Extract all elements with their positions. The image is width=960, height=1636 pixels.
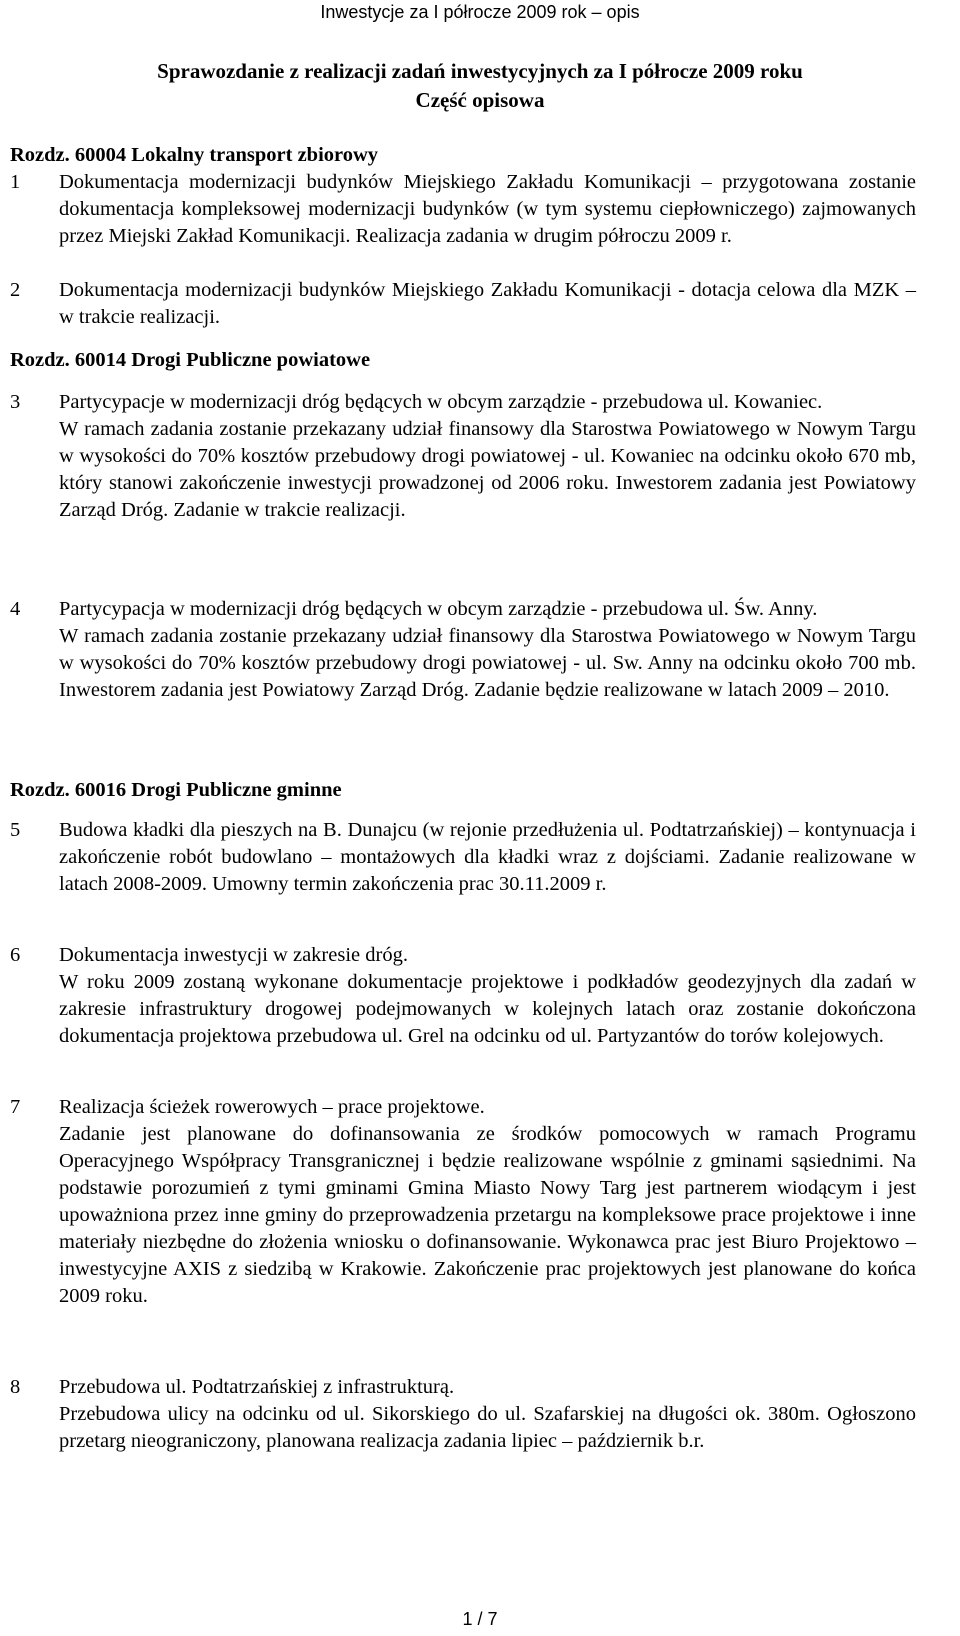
item-title: Partycypacje w modernizacji dróg będących w obcym zarządzie - przebudowa ul. Kowaniec. [59, 391, 823, 413]
section-heading-60004: Rozdz. 60004 Lokalny transport zbiorowy [10, 144, 379, 166]
item-number: 4 [10, 598, 21, 620]
item-number: 5 [10, 819, 21, 841]
list-item [10, 169, 916, 250]
item-text: Budowa kładki dla pieszych na B. Dunajcu (w rejonie przedłużenia ul. Podtatrzańskiej) – kontynuacja i zakończenie robót budowlano – montażowych dla kładki wraz z dojściami. Zadanie realizowane w latach 2008-2009. Umowny termin zakończenia prac 30.11.2009 r. [59, 819, 916, 895]
item-text: Zadanie jest planowane do dofinansowania ze środków pomocowych w ramach Programu Operacyjnego Współpracy Transgranicznej i będzie realizowane wspólnie z gminami sąsiednimi. Na podstawie porozumień z tymi gminami Gmina Miasto Nowy Targ jest partnerem wiodącym i jest upoważniona przez inne gminy do przeprowadzenia przetargu na kompleksowe prace projektowe i inne materiały niezbędne do złożenia wniosku o dofinansowanie. Wykonawca prac jest Biuro Projektowo – inwestycyjne AXIS z siedzibą w Krakowie. Zakończenie prac projektowych jest planowane do końca 2009 roku. [59, 1123, 916, 1307]
item-text: Dokumentacja modernizacji budynków Miejskiego Zakładu Komunikacji - dotacja celowa dla MZK – w trakcie realizacji. [59, 279, 916, 328]
item-text: W roku 2009 zostaną wykonane dokumentacje projektowe i podkładów geodezyjnych dla zadań w zakresie infrastruktury drogowej podejmowanych w kolejnych latach oraz zostanie dokończona dokumentacja projektowa przebudowa ul. Grel na odcinku od ul. Partyzantów do torów kolejowych. [59, 971, 916, 1047]
item-number: 7 [10, 1096, 21, 1118]
item-title: Dokumentacja inwestycji w zakresie dróg. [59, 944, 408, 966]
item-number: 3 [10, 391, 21, 413]
item-text: W ramach zadania zostanie przekazany udział finansowy dla Starostwa Powiatowego w Nowym Targu w wysokości do 70% kosztów przebudowy drogi powiatowej - ul. Sw. Anny na odcinku około 700 mb. Inwestorem zadania jest Powiatowy Zarząd Dróg. Zadanie będzie realizowane w latach 2009 – 2010. [59, 625, 916, 701]
page-number: 1 / 7 [462, 1609, 498, 1629]
item-text: Przebudowa ulicy na odcinku od ul. Sikorskiego do ul. Szafarskiej na długości ok. 380m. Ogłoszono przetarg nieograniczony, planowana realizacja zadania lipiec – październik b.r. [59, 1403, 916, 1452]
item-number: 6 [10, 944, 21, 966]
item-text: W ramach zadania zostanie przekazany udział finansowy dla Starostwa Powiatowego w Nowym Targu w wysokości do 70% kosztów przebudowy drogi powiatowej - ul. Kowaniec na odcinku około 670 mb, który stanowi zakończenie inwestycji prowadzonej od 2006 roku. Inwestorem zadania jest Powiatowy Zarząd Dróg. Zadanie w trakcie realizacji. [59, 418, 916, 521]
document-subtitle: Część opisowa [415, 88, 545, 112]
list-item [10, 277, 916, 331]
item-text: Dokumentacja modernizacji budynków Miejskiego Zakładu Komunikacji – przygotowana zostanie dokumentacja kompleksowej modernizacji budynków (w tym systemu ciepłowniczego) zajmowanych przez Miejski Zakład Komunikacji. Realizacja zadania w drugim półroczu 2009 r. [59, 171, 916, 247]
section-heading-60014: Rozdz. 60014 Drogi Publiczne powiatowe [10, 349, 371, 371]
page-header: Inwestycje za I półrocze 2009 rok – opis [320, 2, 640, 22]
list-item [10, 817, 916, 898]
item-title: Realizacja ścieżek rowerowych – prace projektowe. [59, 1096, 485, 1118]
document-title: Sprawozdanie z realizacji zadań inwestycyjnych za I półrocze 2009 roku [157, 59, 803, 83]
item-number: 1 [10, 171, 21, 193]
section-heading-60016: Rozdz. 60016 Drogi Publiczne gminne [10, 779, 342, 801]
item-title: Partycypacja w modernizacji dróg będących w obcym zarządzie - przebudowa ul. Św. Anny. [59, 598, 818, 620]
item-number: 2 [10, 279, 21, 301]
list-item [10, 1094, 916, 1310]
list-item [10, 596, 916, 704]
list-item [10, 389, 916, 524]
list-item [10, 1374, 916, 1455]
list-item [10, 942, 916, 1050]
item-number: 8 [10, 1376, 21, 1398]
item-title: Przebudowa ul. Podtatrzańskiej z infrastrukturą. [59, 1376, 455, 1398]
